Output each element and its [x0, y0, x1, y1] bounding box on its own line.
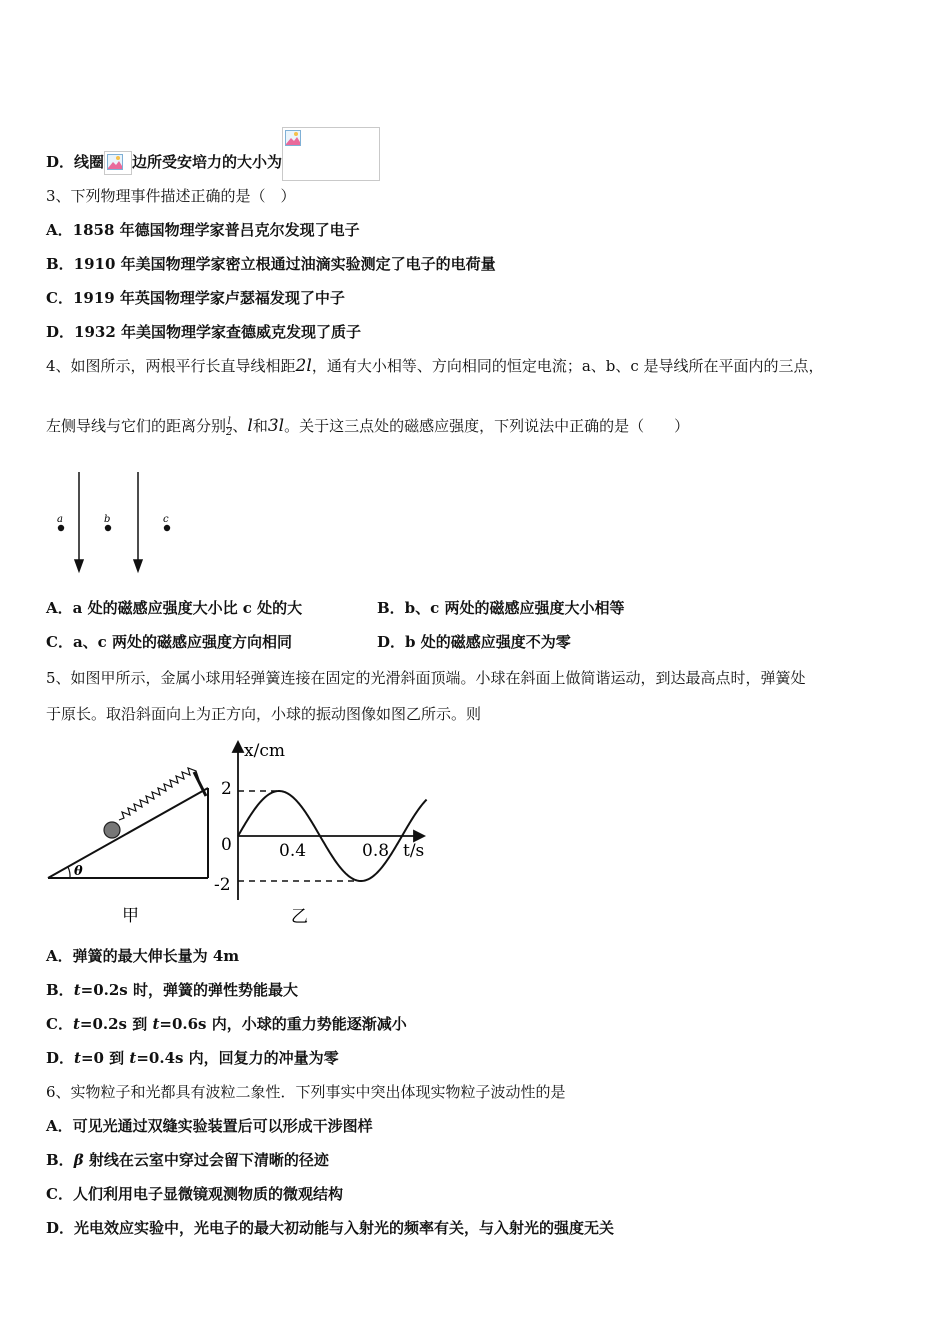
- q4-stem-line1: [46, 356, 824, 376]
- fig-caption-jia: 甲: [122, 906, 139, 926]
- q4-math-3l: 3l: [267, 416, 285, 436]
- q4-option-c: C．a、c 两处的磁感应强度方向相同: [46, 633, 293, 651]
- q4-option-a: A．a 处的磁感应强度大小比 c 处的大: [46, 599, 303, 617]
- q2-option-d-prefix: D．线圈: [46, 153, 105, 171]
- q6-option-a: A．可见光通过双缝实验装置后可以形成干涉图样: [46, 1117, 373, 1135]
- q6-option-b: B．β 射线在云室中穿过会留下清晰的径迹: [46, 1151, 329, 1169]
- q5-xt-chart: [214, 740, 434, 932]
- x-tick-0.4: 0.4: [279, 841, 307, 861]
- q4-fraction-l-over-2: $\frac{l}{2}$: [226, 415, 233, 438]
- x-axis-label: t/s: [403, 841, 425, 861]
- q5-stem-line2: 于原长。取沿斜面向上为正方向，小球的振动图像如图乙所示。则: [46, 705, 482, 723]
- label-a: a: [57, 514, 63, 525]
- q3-stem: 3、下列物理事件描述正确的是（ ）: [46, 187, 296, 205]
- q4-math-l: l: [247, 416, 253, 436]
- q4-option-d: D．b 处的磁感应强度不为零: [377, 633, 571, 651]
- label-b: b: [104, 514, 111, 525]
- q4-stem-text: 。关于这三点处的磁感应强度，下列说法中正确的是（ ）: [284, 417, 690, 435]
- q2-option-d: [46, 127, 380, 181]
- label-c: c: [163, 514, 169, 525]
- metal-ball: [104, 822, 120, 838]
- q2-option-d-middle: 边所受安培力的大小为: [132, 153, 283, 171]
- q5-stem-line1: 5、如图甲所示，金属小球用轻弹簧连接在固定的光滑斜面顶端。小球在斜面上做简谐运动，到达最高点时，弹簧处: [46, 669, 806, 687]
- point-c: [164, 525, 170, 531]
- angle-theta: θ: [74, 864, 83, 879]
- q4-stem-text: 4、如图所示，两根平行长直导线相距: [46, 357, 296, 375]
- q6-option-d: D．光电效应实验中，光电子的最大初动能与入射光的频率有关，与入射光的强度无关: [46, 1219, 615, 1237]
- q4-wires-figure: [46, 468, 196, 578]
- q4-stem-text: ，通有大小相等、方向相同的恒定电流；a、b、c 是导线所在平面内的三点，: [311, 357, 824, 375]
- q5-incline-figure: [44, 760, 224, 932]
- spring: [119, 768, 199, 820]
- q5-option-c: C．t=0.2s 到 t=0.6s 内，小球的重力势能逐渐减小: [46, 1015, 407, 1033]
- q5-option-b: B．t=0.2s 时，弹簧的弹性势能最大: [46, 981, 298, 999]
- q4-stem-text: 左侧导线与它们的距离分别: [46, 417, 227, 435]
- q4-math-2l: 2l: [295, 356, 312, 376]
- q3-option-b: B．1910 年美国物理学家密立根通过油滴实验测定了电子的电荷量: [46, 255, 496, 273]
- point-b: [105, 525, 111, 531]
- broken-image-icon: [104, 151, 132, 175]
- x-tick-0.8: 0.8: [362, 841, 390, 861]
- q6-option-c: C．人们利用电子显微镜观测物质的微观结构: [46, 1185, 343, 1203]
- q3-option-d: D．1932 年美国物理学家查德威克发现了质子: [46, 323, 361, 341]
- y-tick-2: 2: [221, 779, 232, 799]
- fig-caption-yi: 乙: [291, 907, 308, 927]
- q5-option-d: D．t=0 到 t=0.4s 内，回复力的冲量为零: [46, 1049, 339, 1067]
- q3-option-a: A．1858 年德国物理学家普吕克尔发现了电子: [46, 221, 360, 239]
- y-tick-0: 0: [221, 835, 232, 855]
- q4-stem-line2: 左侧导线与它们的距离分别 $\frac{l}{2}$ 、l和3l。关于这三点处的磁感应强度，下列说法中正确的是（ ）: [46, 415, 690, 438]
- q5-option-a: A．弹簧的最大伸长量为 4m: [46, 947, 240, 965]
- point-a: [58, 525, 64, 531]
- y-tick-neg2: -2: [214, 875, 231, 895]
- y-axis-label: x/cm: [244, 741, 285, 761]
- q3-option-c: C．1919 年英国物理学家卢瑟福发现了中子: [46, 289, 345, 307]
- q4-option-b: B．b、c 两处的磁感应强度大小相等: [377, 599, 625, 617]
- q6-stem: 6、实物粒子和光都具有波粒二象性．下列事实中突出体现实物粒子波动性的是: [46, 1083, 566, 1101]
- broken-image-icon: [282, 127, 380, 181]
